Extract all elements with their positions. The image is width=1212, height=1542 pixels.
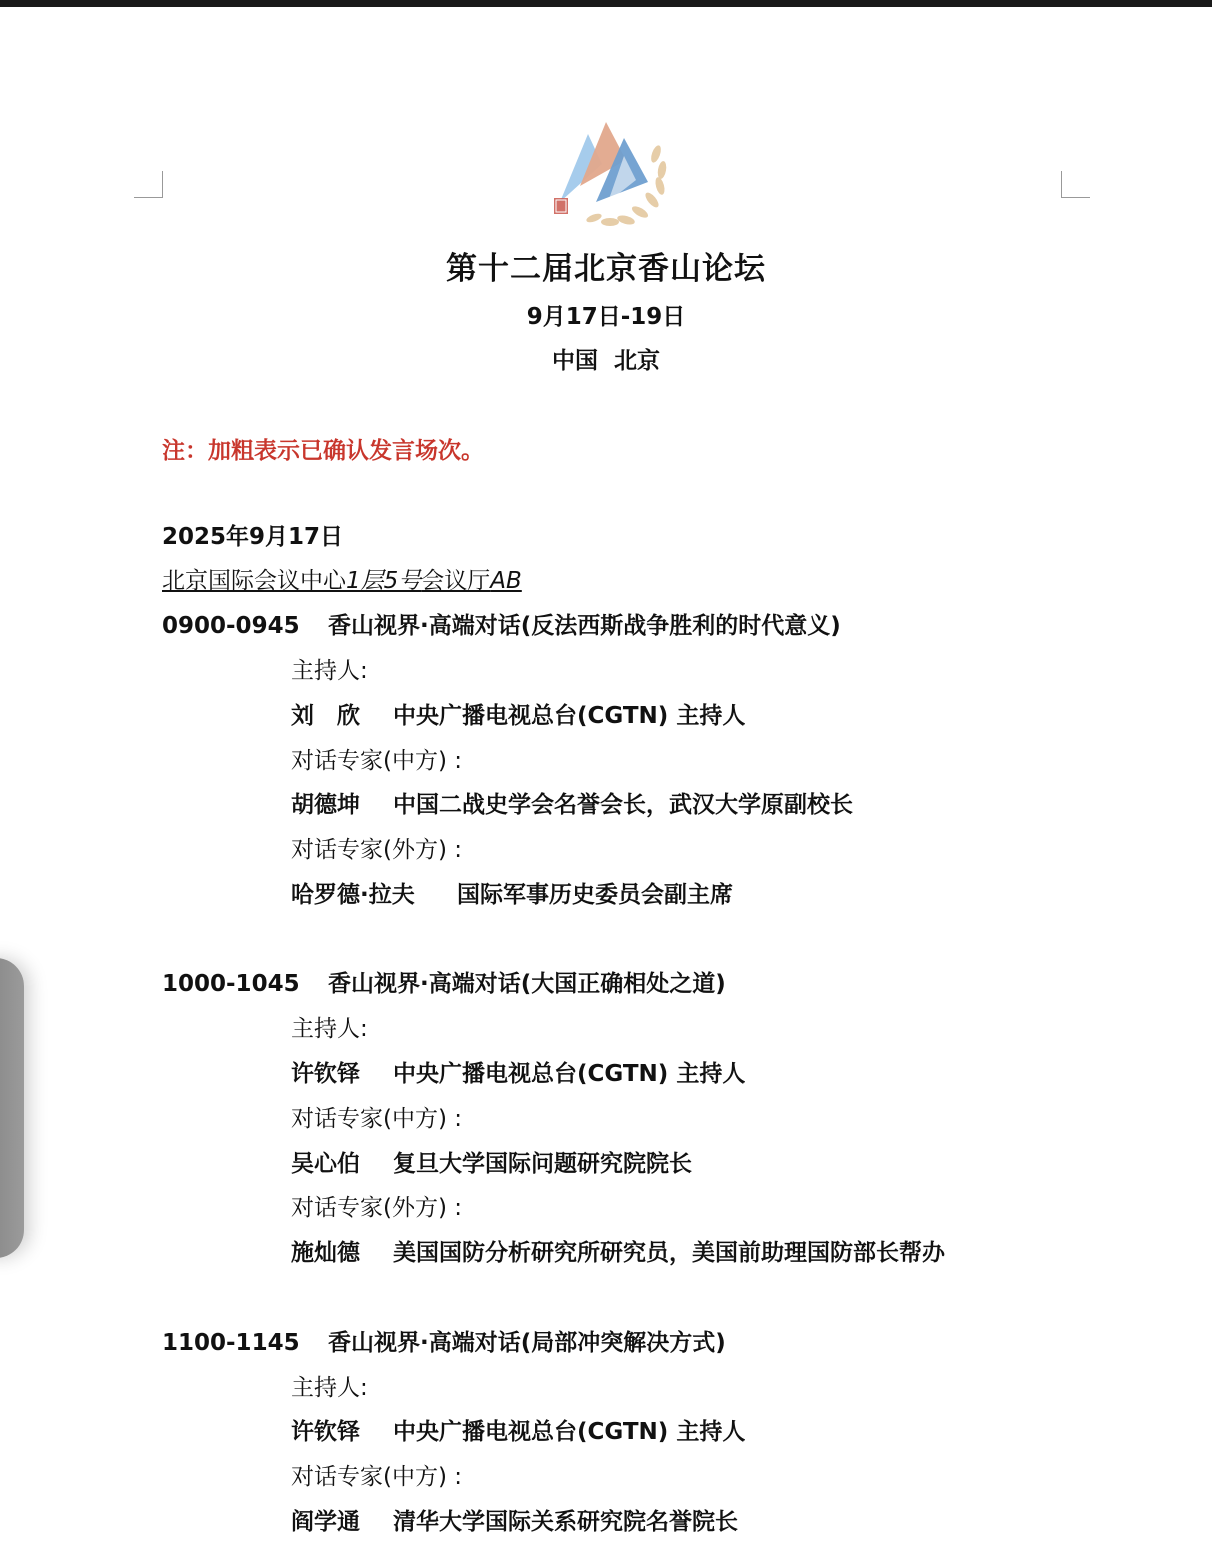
- fo-expert-label: 对话专家(外方) :: [291, 837, 463, 863]
- cn-expert-name: 胡德坤: [291, 792, 360, 818]
- host-title: 中央广播电视总台(CGTN) 主持人: [393, 1061, 746, 1087]
- host-label: 主持人:: [291, 1016, 368, 1042]
- side-drawer-handle[interactable]: [0, 958, 24, 1258]
- session-heading: [162, 969, 726, 999]
- session-time: 0900-0945: [162, 613, 300, 639]
- cn-expert-label: 对话专家(中方) :: [291, 1464, 463, 1490]
- cn-expert-line: [291, 790, 853, 820]
- session-title: 香山视界·高端对话(局部冲突解决方式): [328, 1330, 726, 1356]
- venue-part: 会议厅: [421, 568, 491, 594]
- forum-dates: 9月17日-19日: [526, 304, 686, 330]
- venue-part: 1层5号: [346, 568, 422, 594]
- host-name: 许钦铎: [291, 1061, 360, 1087]
- forum-title: 第十二届北京香山论坛: [446, 251, 766, 287]
- venue: [162, 566, 522, 596]
- cn-expert-title: 复旦大学国际问题研究院院长: [393, 1151, 692, 1177]
- cn-expert-title: 清华大学国际关系研究院名誉院长: [393, 1509, 738, 1535]
- page-corner-mark-left: [134, 171, 163, 198]
- top-bar: [0, 0, 1212, 7]
- host-line: [291, 1059, 745, 1089]
- host-label: 主持人:: [291, 1375, 368, 1401]
- host-line: [291, 701, 745, 731]
- venue-part: 北京国际会议中心: [162, 568, 346, 594]
- page-corner-mark-right: [1061, 171, 1090, 198]
- cn-expert-line: [291, 1507, 738, 1537]
- session-time: 1000-1045: [162, 971, 300, 997]
- cn-expert-label: 对话专家(中方) :: [291, 1106, 463, 1132]
- day-date: 2025年9月17日: [162, 524, 344, 550]
- fo-expert-line: [291, 880, 733, 910]
- session-title: 香山视界·高端对话(大国正确相处之道): [328, 971, 726, 997]
- fo-expert-title: 国际军事历史委员会副主席: [457, 882, 733, 908]
- fo-expert-title: 美国国防分析研究所研究员，美国前助理国防部长帮办: [393, 1240, 945, 1266]
- session-title: 香山视界·高端对话(反法西斯战争胜利的时代意义): [328, 613, 841, 639]
- host-line: [291, 1417, 745, 1447]
- forum-logo-icon: [552, 116, 672, 232]
- fo-expert-name: 施灿德: [291, 1240, 360, 1266]
- cn-expert-line: [291, 1149, 692, 1179]
- session-time: 1100-1145: [162, 1330, 300, 1356]
- host-title: 中央广播电视总台(CGTN) 主持人: [393, 703, 746, 729]
- host-name: 许钦铎: [291, 1419, 360, 1445]
- host-label: 主持人:: [291, 658, 368, 684]
- cn-expert-label: 对话专家(中方) :: [291, 748, 463, 774]
- fo-expert-name: 哈罗德·拉夫: [291, 882, 415, 908]
- fo-expert-label: 对话专家(外方) :: [291, 1195, 463, 1221]
- venue-part: AB: [490, 568, 522, 594]
- session-heading: [162, 611, 841, 641]
- session-heading: [162, 1328, 726, 1358]
- cn-expert-name: 阎学通: [291, 1509, 360, 1535]
- fo-expert-line: [291, 1238, 945, 1268]
- bold-note: 注：加粗表示已确认发言场次。: [162, 438, 484, 464]
- cn-expert-title: 中国二战史学会名誉会长，武汉大学原副校长: [393, 792, 853, 818]
- host-name: 刘 欣: [291, 703, 360, 729]
- cn-expert-name: 吴心伯: [291, 1151, 360, 1177]
- forum-location: 中国 北京: [551, 348, 660, 374]
- host-title: 中央广播电视总台(CGTN) 主持人: [393, 1419, 746, 1445]
